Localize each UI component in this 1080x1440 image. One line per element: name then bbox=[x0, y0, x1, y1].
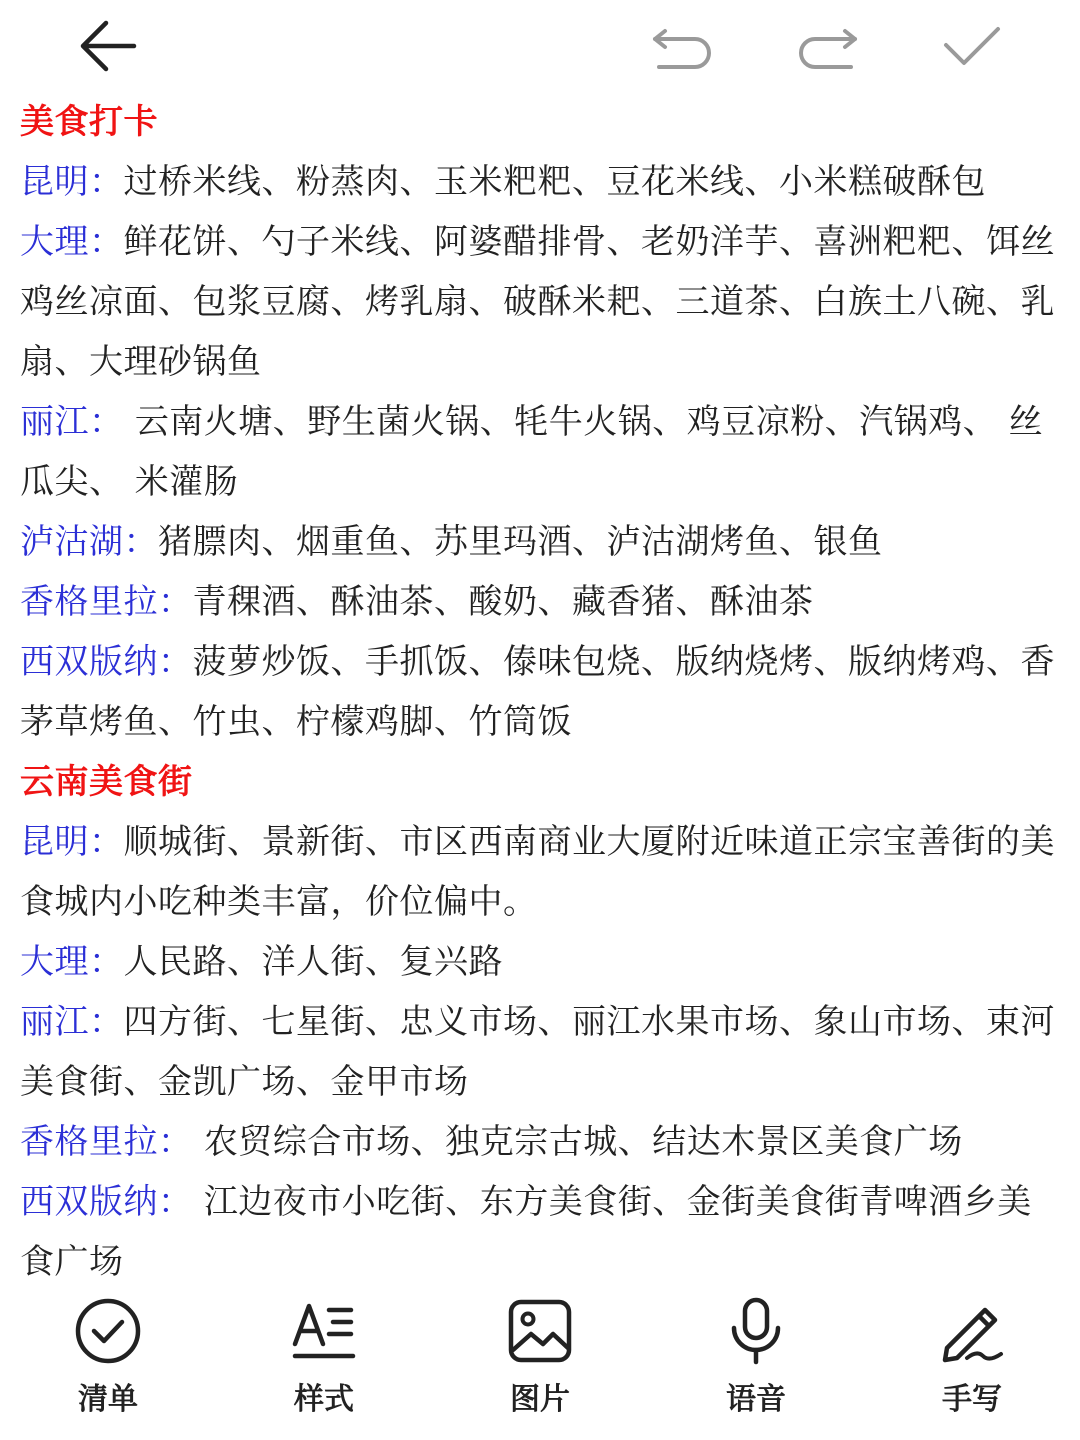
entry-lugu-lake-food bbox=[20, 512, 1060, 572]
city-label: 大理： bbox=[20, 222, 124, 262]
back-arrow-icon bbox=[76, 16, 140, 76]
entry-items: 人民路、洋人街、复兴路 bbox=[123, 942, 503, 982]
city-label: 昆明： bbox=[20, 822, 124, 862]
back-button[interactable] bbox=[72, 14, 144, 78]
check-icon bbox=[940, 21, 1004, 71]
checklist-icon bbox=[73, 1296, 143, 1366]
entry-shangrila-food bbox=[20, 572, 1060, 632]
entry-items: 四方街、七星街、忠义市场、丽江水果市场、象山市场、束河美食街、金凯广场、金甲市场 bbox=[20, 1002, 1055, 1102]
entry-lijiang-street bbox=[20, 992, 1060, 1112]
undo-icon bbox=[647, 21, 717, 71]
city-label: 西双版纳： bbox=[20, 1182, 204, 1222]
entry-kunming-street bbox=[20, 812, 1060, 932]
checklist-button[interactable] bbox=[38, 1296, 178, 1426]
entry-items: 青稞酒、酥油茶、酸奶、藏香猪、酥油茶 bbox=[192, 582, 814, 622]
handwrite-button[interactable] bbox=[902, 1296, 1042, 1426]
done-button[interactable] bbox=[936, 14, 1008, 78]
city-label: 大理： bbox=[20, 942, 124, 982]
entry-xishuangbanna-street bbox=[20, 1172, 1060, 1292]
section-heading-food-checkin: 美食打卡 bbox=[20, 102, 158, 142]
entry-lijiang-food bbox=[20, 392, 1060, 512]
text-style-icon bbox=[289, 1296, 359, 1366]
style-label: 样式 bbox=[294, 1382, 354, 1417]
city-label: 泸沽湖： bbox=[20, 522, 158, 562]
entry-items: 猪膘肉、烟重鱼、苏里玛酒、泸沽湖烤鱼、银鱼 bbox=[158, 522, 883, 562]
image-button[interactable] bbox=[470, 1296, 610, 1426]
city-label: 丽江： bbox=[20, 1002, 124, 1042]
undo-button[interactable] bbox=[646, 14, 718, 78]
handwrite-label: 手写 bbox=[942, 1382, 1002, 1417]
entry-items: 江边夜市小吃街、东方美食街、金街美食街青啤酒乡美食广场 bbox=[20, 1182, 1032, 1282]
image-icon bbox=[505, 1296, 575, 1366]
entry-shangrila-street bbox=[20, 1112, 1060, 1172]
top-toolbar bbox=[0, 0, 1080, 92]
redo-icon bbox=[793, 21, 863, 71]
entry-dali-food bbox=[20, 212, 1060, 392]
city-label: 香格里拉： bbox=[20, 1122, 204, 1162]
entry-dali-street bbox=[20, 932, 1060, 992]
voice-button[interactable] bbox=[686, 1296, 826, 1426]
city-label: 丽江： bbox=[20, 402, 135, 442]
entry-items: 云南火塘、野生菌火锅、牦牛火锅、鸡豆凉粉、汽锅鸡、 丝瓜尖、 米灌肠 bbox=[20, 402, 1044, 502]
city-label: 昆明： bbox=[20, 162, 124, 202]
entry-items: 菠萝炒饭、手抓饭、傣味包烧、版纳烧烤、版纳烤鸡、香茅草烤鱼、竹虫、柠檬鸡脚、竹筒饭 bbox=[20, 642, 1055, 742]
style-button[interactable] bbox=[254, 1296, 394, 1426]
voice-label: 语音 bbox=[726, 1382, 786, 1417]
redo-button[interactable] bbox=[792, 14, 864, 78]
section-heading-food-streets: 云南美食街 bbox=[20, 762, 193, 802]
checklist-label: 清单 bbox=[78, 1382, 138, 1417]
image-label: 图片 bbox=[510, 1382, 570, 1417]
pen-icon bbox=[937, 1296, 1007, 1366]
entry-items: 鲜花饼、勺子米线、阿婆醋排骨、老奶洋芋、喜洲粑粑、饵丝鸡丝凉面、包浆豆腐、烤乳扇、破酥米耙、三道茶、白族土八碗、乳扇、大理砂锅鱼 bbox=[20, 222, 1055, 382]
entry-items: 农贸综合市场、独克宗古城、结达木景区美食广场 bbox=[203, 1122, 963, 1162]
note-body[interactable] bbox=[20, 92, 1060, 1292]
entry-items: 顺城街、景新街、市区西南商业大厦附近味道正宗宝善街的美食城内小吃种类丰富，价位偏中。 bbox=[20, 822, 1055, 922]
entry-items: 过桥米线、粉蒸肉、玉米粑粑、豆花米线、小米糕破酥包 bbox=[123, 162, 986, 202]
city-label: 香格里拉： bbox=[20, 582, 193, 622]
city-label: 西双版纳： bbox=[20, 642, 193, 682]
microphone-icon bbox=[721, 1296, 791, 1366]
bottom-toolbar bbox=[0, 1290, 1080, 1440]
entry-xishuangbanna-food bbox=[20, 632, 1060, 752]
entry-kunming-food bbox=[20, 152, 1060, 212]
